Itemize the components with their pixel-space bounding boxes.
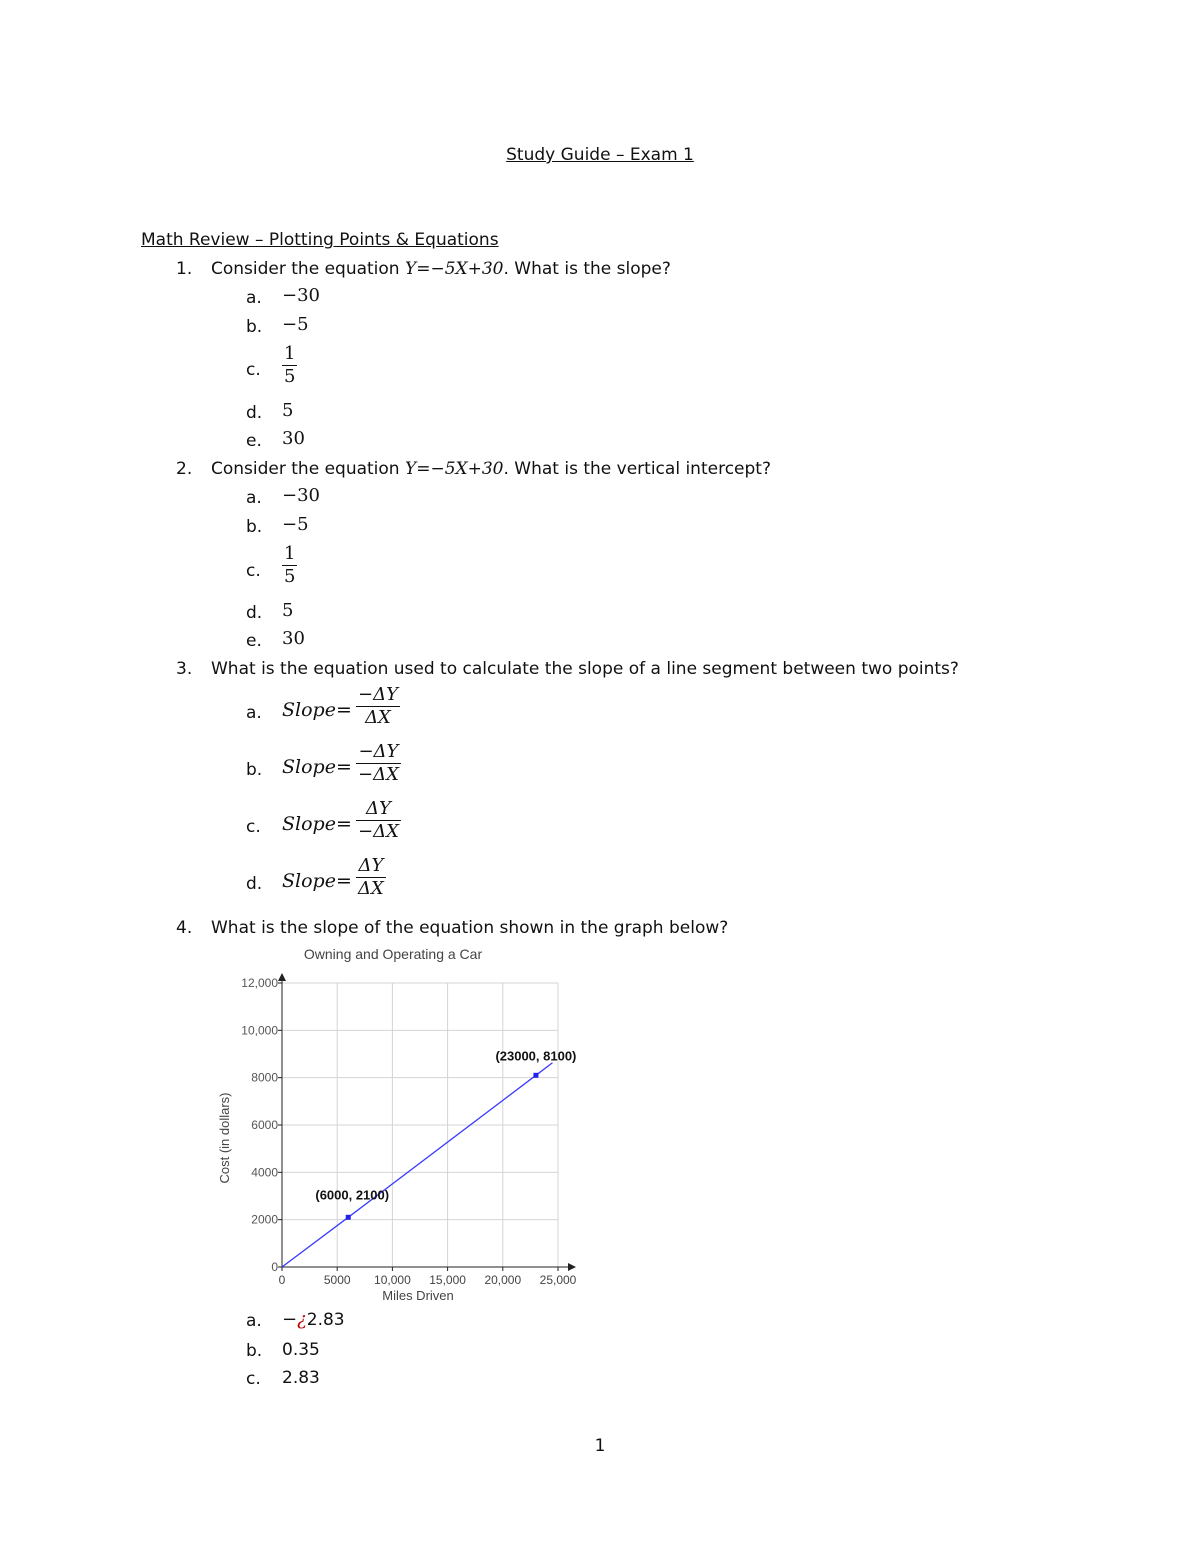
- x-tick-label: 15,000: [429, 1273, 466, 1287]
- x-tick-label: 20,000: [484, 1273, 522, 1287]
- x-axis-arrow: [568, 1263, 576, 1271]
- q3-option-c-fraction: ΔY −ΔX: [358, 798, 399, 842]
- q2-option-a-value: −30: [282, 485, 320, 506]
- q4-option-a-letter: a.: [246, 1311, 262, 1331]
- page-number: 1: [594, 1436, 606, 1456]
- q4-option-b-letter: b.: [246, 1341, 263, 1361]
- q2-option-b-letter: b.: [246, 517, 263, 537]
- q1-option-b-letter: b.: [246, 317, 263, 337]
- question-2-equation: Y=−5X+30: [404, 459, 504, 479]
- x-tick-label: 5000: [323, 1273, 351, 1287]
- q3-option-d-letter: d.: [246, 874, 263, 894]
- q1-option-b-value: −5: [282, 314, 309, 335]
- q1-option-d-letter: d.: [246, 403, 263, 423]
- y-tick-label: 8000: [251, 1070, 278, 1085]
- y-tick-label: 10,000: [241, 1023, 278, 1038]
- page-title: Study Guide – Exam 1: [506, 145, 694, 165]
- x-tick-label: 10,000: [374, 1273, 411, 1287]
- y-tick-label: 6000: [251, 1118, 278, 1132]
- question-4-text: What is the slope of the equation shown in the graph below?: [211, 918, 729, 938]
- question-3-text: What is the equation used to calculate the slope of a line segment between two points?: [211, 659, 959, 679]
- q4-option-a-value: −¿2.83: [282, 1309, 345, 1330]
- q3-option-d-lhs: Slope=: [282, 870, 352, 892]
- y-tick-label: 12,000: [241, 976, 278, 990]
- q3-option-a-letter: a.: [246, 703, 262, 723]
- question-3-number: 3.: [176, 659, 193, 679]
- q3-option-c-letter: c.: [246, 817, 261, 837]
- q1-option-c-fraction: 1 5: [284, 343, 296, 387]
- q3-option-c-lhs: Slope=: [282, 813, 352, 835]
- question-1-text: Consider the equation Y=−5X+30. What is the slope?: [211, 259, 671, 279]
- x-tick-label: 25,000: [539, 1273, 577, 1287]
- chart-title: Owning and Operating a Car: [303, 946, 483, 962]
- series-line: [282, 1063, 552, 1267]
- q4-option-b-value: 0.35: [282, 1340, 320, 1360]
- chart-x-axis-label: Miles Driven: [382, 1288, 454, 1303]
- chart-y-axis-label: Cost (in dollars): [217, 1092, 232, 1184]
- q4-option-c-value: 2.83: [282, 1368, 320, 1388]
- y-tick-label: 0: [271, 1260, 278, 1274]
- line-chart: [210, 940, 590, 1310]
- q1-option-e-value: 30: [282, 428, 305, 449]
- question-1-number: 1.: [176, 259, 193, 279]
- q3-option-a-fraction: −ΔY ΔX: [358, 684, 398, 728]
- q3-option-d-fraction: ΔY ΔX: [358, 855, 384, 899]
- q1-option-c-letter: c.: [246, 360, 261, 380]
- data-point: [346, 1215, 351, 1220]
- q1-option-d-value: 5: [282, 400, 294, 421]
- q2-option-a-letter: a.: [246, 488, 262, 508]
- q1-option-e-letter: e.: [246, 431, 262, 451]
- question-4-number: 4.: [176, 918, 193, 938]
- y-tick-label: 2000: [251, 1212, 278, 1227]
- x-tick-label: 0: [278, 1273, 286, 1287]
- y-tick-label: 4000: [251, 1165, 278, 1180]
- q2-option-b-value: −5: [282, 514, 309, 535]
- data-point: [533, 1073, 538, 1078]
- q1-option-a-letter: a.: [246, 288, 262, 308]
- q2-option-c-fraction: 1 5: [284, 543, 296, 587]
- data-label: (6000, 2100): [315, 1187, 390, 1203]
- q4-option-c-letter: c.: [246, 1369, 261, 1389]
- question-1-equation: Y=−5X+30: [404, 259, 504, 279]
- q2-option-e-letter: e.: [246, 631, 262, 651]
- q3-option-b-lhs: Slope=: [282, 756, 352, 778]
- q2-option-d-letter: d.: [246, 603, 263, 623]
- q3-option-b-letter: b.: [246, 760, 263, 780]
- q2-option-e-value: 30: [282, 628, 305, 649]
- q2-option-c-letter: c.: [246, 561, 261, 581]
- question-2-number: 2.: [176, 459, 193, 479]
- q3-option-a-lhs: Slope=: [282, 699, 352, 721]
- y-axis-arrow: [278, 973, 286, 981]
- q1-option-a-value: −30: [282, 285, 320, 306]
- q3-option-b-fraction: −ΔY −ΔX: [358, 741, 399, 785]
- question-2-text: Consider the equation Y=−5X+30. What is the vertical intercept?: [211, 459, 771, 479]
- section-title: Math Review – Plotting Points & Equations: [141, 230, 499, 250]
- q2-option-d-value: 5: [282, 600, 294, 621]
- data-label: (23000, 8100): [495, 1048, 577, 1064]
